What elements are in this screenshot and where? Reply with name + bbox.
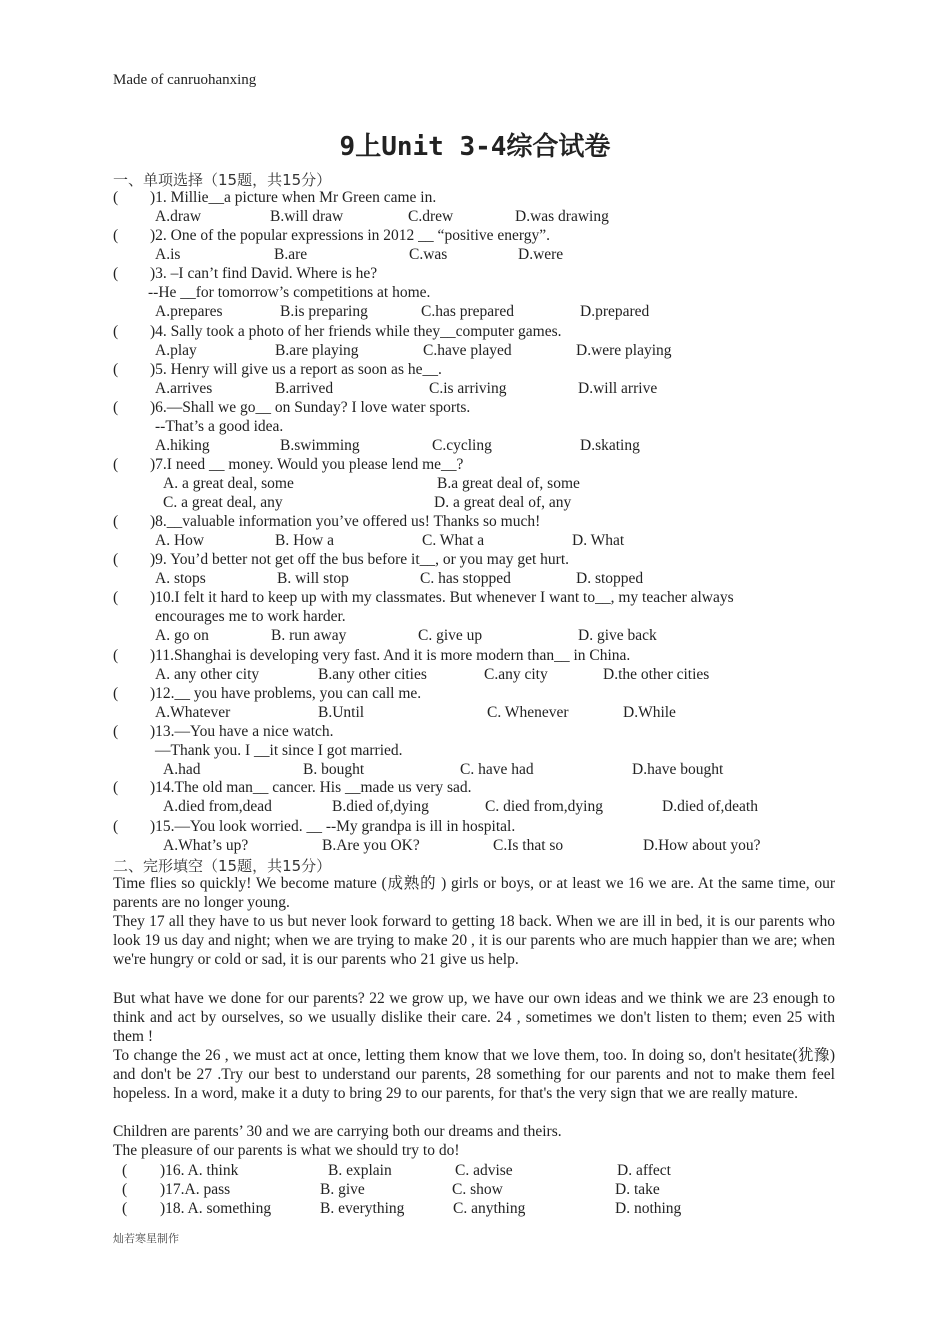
option-c: C. What a — [422, 532, 485, 549]
option-c: C. a great deal, any — [163, 494, 283, 511]
option-a: A.play — [155, 342, 197, 359]
option-b: B. explain — [328, 1162, 392, 1179]
answer-bracket: ( — [113, 399, 119, 416]
option-a: A.had — [163, 761, 201, 778]
option-d: D. What — [572, 532, 625, 549]
question-continuation: —Thank you. I __it since I got married. — [155, 742, 403, 759]
option-b: B. bought — [303, 761, 365, 778]
option-b: B. will stop — [277, 570, 349, 587]
question-stem: )5. Henry will give us a report as soon as he__. — [150, 361, 442, 378]
question-stem: )4. Sally took a photo of her friends while they__computer games. — [150, 323, 562, 340]
option-c: C. anything — [453, 1200, 526, 1217]
option-a: A.arrives — [155, 380, 213, 397]
option-b: B. give — [320, 1181, 365, 1198]
option-b: B. How a — [275, 532, 334, 549]
option-b: B.are playing — [275, 342, 359, 359]
option-a: A. go on — [155, 627, 209, 644]
question-stem: )8.__valuable information you’ve offered us! Thanks so much! — [150, 513, 541, 530]
page-title: 9上Unit 3-4综合试卷 — [339, 132, 611, 162]
option-d: D.prepared — [580, 303, 650, 320]
answer-bracket: ( — [113, 551, 119, 568]
cloze-question-stem: )17.A. pass — [160, 1181, 231, 1198]
option-d: D. affect — [617, 1162, 671, 1179]
question-stem: )7.I need __ money. Would you please lend me__? — [150, 456, 464, 473]
option-a: A.prepares — [155, 303, 223, 320]
option-d: D.were playing — [576, 342, 672, 359]
option-d: D. nothing — [615, 1200, 682, 1217]
option-b: B.Are you OK? — [322, 837, 420, 854]
passage-paragraph: Children are parents’ 30 and we are carrying both our dreams and theirs. — [113, 1123, 562, 1140]
option-c: C. show — [452, 1181, 503, 1198]
option-c: C.Is that so — [493, 837, 564, 854]
answer-bracket: ( — [113, 227, 119, 244]
option-a: A.Whatever — [155, 704, 231, 721]
option-d: D.the other cities — [603, 666, 710, 683]
option-c: C.is arriving — [429, 380, 507, 397]
question-stem: )2. One of the popular expressions in 2012 __ “positive energy”. — [150, 227, 551, 244]
option-c: C. have had — [460, 761, 534, 778]
answer-bracket: ( — [113, 189, 119, 206]
option-c: C. advise — [455, 1162, 513, 1179]
option-b: B.will draw — [270, 208, 344, 225]
question-stem: )11.Shanghai is developing very fast. And it is more modern than__ in China. — [150, 647, 631, 664]
option-d: D.died of,death — [662, 798, 758, 815]
option-b: B.are — [274, 246, 308, 263]
option-c: C. died from,dying — [485, 798, 603, 815]
answer-bracket: ( — [113, 361, 119, 378]
section-heading-1: 一、单项选择（15题，共15分） — [113, 171, 332, 189]
option-d: D.was drawing — [515, 208, 609, 225]
answer-bracket: ( — [113, 323, 119, 340]
option-a: A.What’s up? — [163, 837, 249, 854]
option-d: D.will arrive — [578, 380, 658, 397]
question-continuation: --That’s a good idea. — [155, 418, 284, 435]
header-text: Made of canruohanxing — [113, 72, 257, 88]
cloze-question-stem: )16. A. think — [160, 1162, 239, 1179]
option-c: C.any city — [484, 666, 548, 683]
option-a: A.draw — [155, 208, 202, 225]
option-a: A.is — [155, 246, 181, 263]
question-stem: )12.__ you have problems, you can call me. — [150, 685, 422, 702]
question-stem: )1. Millie__a picture when Mr Green came in. — [150, 189, 437, 206]
option-a: A. How — [155, 532, 205, 549]
option-b: B.Until — [318, 704, 365, 721]
option-b: B. run away — [271, 627, 347, 644]
option-b: B.swimming — [280, 437, 360, 454]
option-c: C.was — [409, 246, 448, 263]
option-d: D. a great deal of, any — [434, 494, 572, 511]
option-d: D. take — [615, 1181, 660, 1198]
cloze-question-stem: )18. A. something — [160, 1200, 272, 1217]
option-a: A.died from,dead — [163, 798, 272, 815]
question-stem: )14.The old man__ cancer. His __made us very sad. — [150, 779, 472, 796]
option-d: D.How about you? — [643, 837, 761, 854]
option-b: B.a great deal of, some — [437, 475, 580, 492]
answer-bracket: ( — [113, 818, 119, 835]
option-c: C. Whenever — [487, 704, 569, 721]
answer-bracket: ( — [113, 589, 119, 606]
passage-paragraph: The pleasure of our parents is what we should try to do! — [113, 1142, 460, 1159]
answer-bracket: ( — [113, 779, 119, 796]
option-c: C.has prepared — [421, 303, 514, 320]
question-stem: )6.—Shall we go__ on Sunday? I love water sports. — [150, 399, 471, 416]
answer-bracket: ( — [113, 513, 119, 530]
question-stem: )15.—You look worried. __ --My grandpa is ill in hospital. — [150, 818, 516, 835]
option-d: D.While — [623, 704, 676, 721]
question-stem: )10.I felt it hard to keep up with my classmates. But whenever I want to__, my teacher always — [150, 589, 734, 606]
option-c: C.have played — [423, 342, 512, 359]
option-a: A. any other city — [155, 666, 260, 683]
footer-text: 灿若寒星制作 — [113, 1232, 179, 1245]
option-b: B.arrived — [275, 380, 334, 397]
question-stem: )13.—You have a nice watch. — [150, 723, 334, 740]
answer-bracket: ( — [122, 1181, 128, 1198]
passage-paragraph: They 17 all they have to us but never look forward to getting 18 back. When we are ill in bed, it is our parents who look 19 us day and night; when we are trying to make 20 , it is our parents who are much happier than we are; when we're hungry or cold or sad, it is our parents who 21 give us help. — [113, 913, 835, 968]
answer-bracket: ( — [122, 1200, 128, 1217]
answer-bracket: ( — [113, 456, 119, 473]
option-a: A. a great deal, some — [163, 475, 294, 492]
option-d: D. give back — [578, 627, 657, 644]
option-c: C. has stopped — [420, 570, 511, 587]
option-d: D. stopped — [576, 570, 644, 587]
answer-bracket: ( — [113, 647, 119, 664]
passage-paragraph: Time flies so quickly! We become mature (成熟的 ) girls or boys, or at least we 16 we are. At the same time, our parents are no longer young. — [113, 875, 835, 911]
option-c: C.drew — [408, 208, 454, 225]
question-stem: )3. –I can’t find David. Where is he? — [150, 265, 378, 282]
question-stem: )9. You’d better not get off the bus before it__, or you may get hurt. — [150, 551, 569, 568]
option-d: D.have bought — [632, 761, 724, 778]
option-b: B.is preparing — [280, 303, 368, 320]
option-a: A. stops — [155, 570, 206, 587]
answer-bracket: ( — [113, 265, 119, 282]
option-c: C. give up — [418, 627, 483, 644]
answer-bracket: ( — [113, 685, 119, 702]
answer-bracket: ( — [122, 1162, 128, 1179]
option-b: B. everything — [320, 1200, 405, 1217]
answer-bracket: ( — [113, 723, 119, 740]
option-c: C.cycling — [432, 437, 492, 454]
option-b: B.any other cities — [318, 666, 427, 683]
option-a: A.hiking — [155, 437, 210, 454]
option-d: D.skating — [580, 437, 640, 454]
passage-paragraph: But what have we done for our parents? 22 we grow up, we have our own ideas and we think we are 23 enough to think and act by ourselves, so we usually dislike their care. 24 , sometimes we don't listen to them; even 25 with them ! — [113, 990, 835, 1045]
option-b: B.died of,dying — [332, 798, 429, 815]
section-heading-2: 二、完形填空（15题，共15分） — [113, 857, 332, 875]
question-continuation: --He __for tomorrow’s competitions at home. — [148, 284, 431, 301]
passage-paragraph: To change the 26 , we must act at once, letting them know that we love them, too. In doing so, don't hesitate(犹豫) and don't be 27 .Try our best to understand our parents, 28 something for our parents and not to make them feel hopeless. In a word, make it a duty to bring 29 to our parents, for that's the very sign that we are really mature. — [113, 1047, 835, 1102]
option-d: D.were — [518, 246, 564, 263]
question-continuation: encourages me to work harder. — [155, 608, 346, 625]
